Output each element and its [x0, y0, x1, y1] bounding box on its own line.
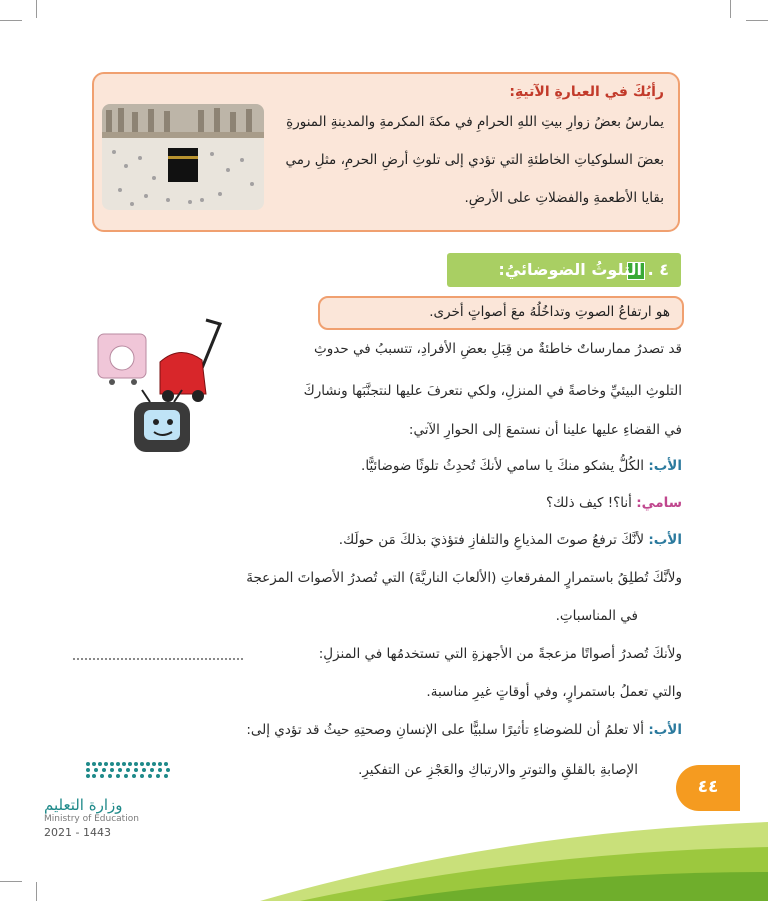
crop-mark — [746, 20, 768, 21]
crop-mark — [36, 0, 37, 18]
appliances-illustration — [94, 318, 244, 468]
dialogue-line: والتي تعملُ باستمرارٍ، وفي أوقاتٍ غيرِ مناسبة. — [426, 684, 682, 700]
dialogue-text: ألا تعلمُ أن للضوضاءِ تأثيرًا سلبيًّا على الإنسانِ وصحتِهِ حيثُ قد تؤدي إلى: — [246, 722, 645, 738]
dialogue-line: الإصابةِ بالقلقِ والتوترِ والارتباكِ والعَجْزِ عن التفكيرِ. — [358, 762, 638, 778]
speaker-father: الأب: — [648, 722, 682, 738]
speaker-father: الأب: — [648, 532, 682, 548]
opinion-line: بقايا الأطعمةِ والفضلاتِ على الأرضِ. — [464, 190, 664, 206]
ministry-logo-icon — [44, 760, 174, 792]
dialogue-line — [339, 532, 682, 548]
vacuum-cleaner-icon — [160, 320, 220, 402]
dialogue-line: ولأنَّكَ تُطلِقُ باستمرارٍ المفرقعاتِ (الألعابَ الناريَّةَ) التي تُصدرُ الأصواتَ المزعجةَ — [246, 570, 682, 586]
crop-mark — [36, 882, 37, 901]
ministry-name-en: Ministry of Education — [44, 814, 139, 824]
fill-in-blank-line[interactable] — [73, 658, 243, 660]
dialogue-line — [246, 722, 682, 738]
opinion-line: بعضَ السلوكياتِ الخاطئةِ التي تؤدي إلى تلوثِ أرضِ الحرمِ، مثلِ رمي — [285, 152, 664, 168]
opinion-line: يمارسُ بعضُ زوارِ بيتِ اللهِ الحرامِ في مكةَ المكرمةِ والمدينةِ المنورةِ — [286, 114, 664, 130]
section-heading — [447, 253, 681, 287]
dialogue-text: لأنَّكَ ترفعُ صوتَ المذياعِ والتلفازِ فتؤذيَ بذلكَ مَن حولَك. — [338, 532, 645, 548]
crop-mark — [0, 20, 22, 21]
crop-mark — [730, 0, 731, 18]
crop-mark — [0, 881, 22, 882]
page-number: ٤٤ — [697, 777, 719, 797]
opinion-title: رأيُكَ في العبارةِ الآتيةِ: — [509, 84, 664, 100]
paragraph-line: في القضاءِ عليها علينا أن نستمعَ إلى الحوارِ الآتي: — [408, 422, 682, 438]
dialogue-text: أنا؟! كيف ذلك؟ — [546, 495, 632, 511]
dialogue-text: الكُلُّ يشكو منكَ يا سامي لأنكَ تُحدِثُ تلوثًا ضوضائيًّا. — [361, 458, 645, 474]
paragraph-line: قد تصدرُ ممارساتٌ خاطئةٌ من قِبَلِ بعضِ الأفرادِ، تتسببُ في حدوثِ — [314, 341, 682, 357]
dialogue-line: ولأنكَ تُصدرُ أصواتًا مزعجةً من الأجهزةِ التي تستخدمُها في المنزلِ: — [318, 646, 682, 662]
ministry-name-ar: وزارة التعليم — [44, 796, 123, 814]
definition-box — [318, 296, 684, 330]
paragraph-line: التلوثِ البيئيِّ وخاصةً في المنزلِ، ولكي نتعرفَ عليها لنتجنَّبَها ونشاركَ — [303, 383, 682, 399]
washing-machine-icon — [98, 334, 146, 385]
definition-text: هو ارتفاعُ الصوتِ وتداخُلُهُ معَ أصواتٍ أخرى. — [429, 304, 670, 320]
ministry-logo — [44, 760, 174, 840]
speaker-father: الأب: — [648, 458, 682, 474]
dialogue-line: في المناسباتِ. — [555, 608, 638, 624]
kaaba-photo — [102, 104, 264, 210]
dialogue-line — [546, 495, 682, 511]
dialogue-line — [361, 458, 682, 474]
television-icon — [134, 390, 190, 452]
speaker-sami: سامي: — [636, 495, 682, 511]
section-title: ٤ . التلوثُ الضوضائيُ: — [498, 260, 669, 279]
opinion-box — [92, 72, 680, 232]
edition-year: 2021 - 1443 — [44, 826, 111, 839]
decorative-swoosh — [260, 792, 768, 901]
